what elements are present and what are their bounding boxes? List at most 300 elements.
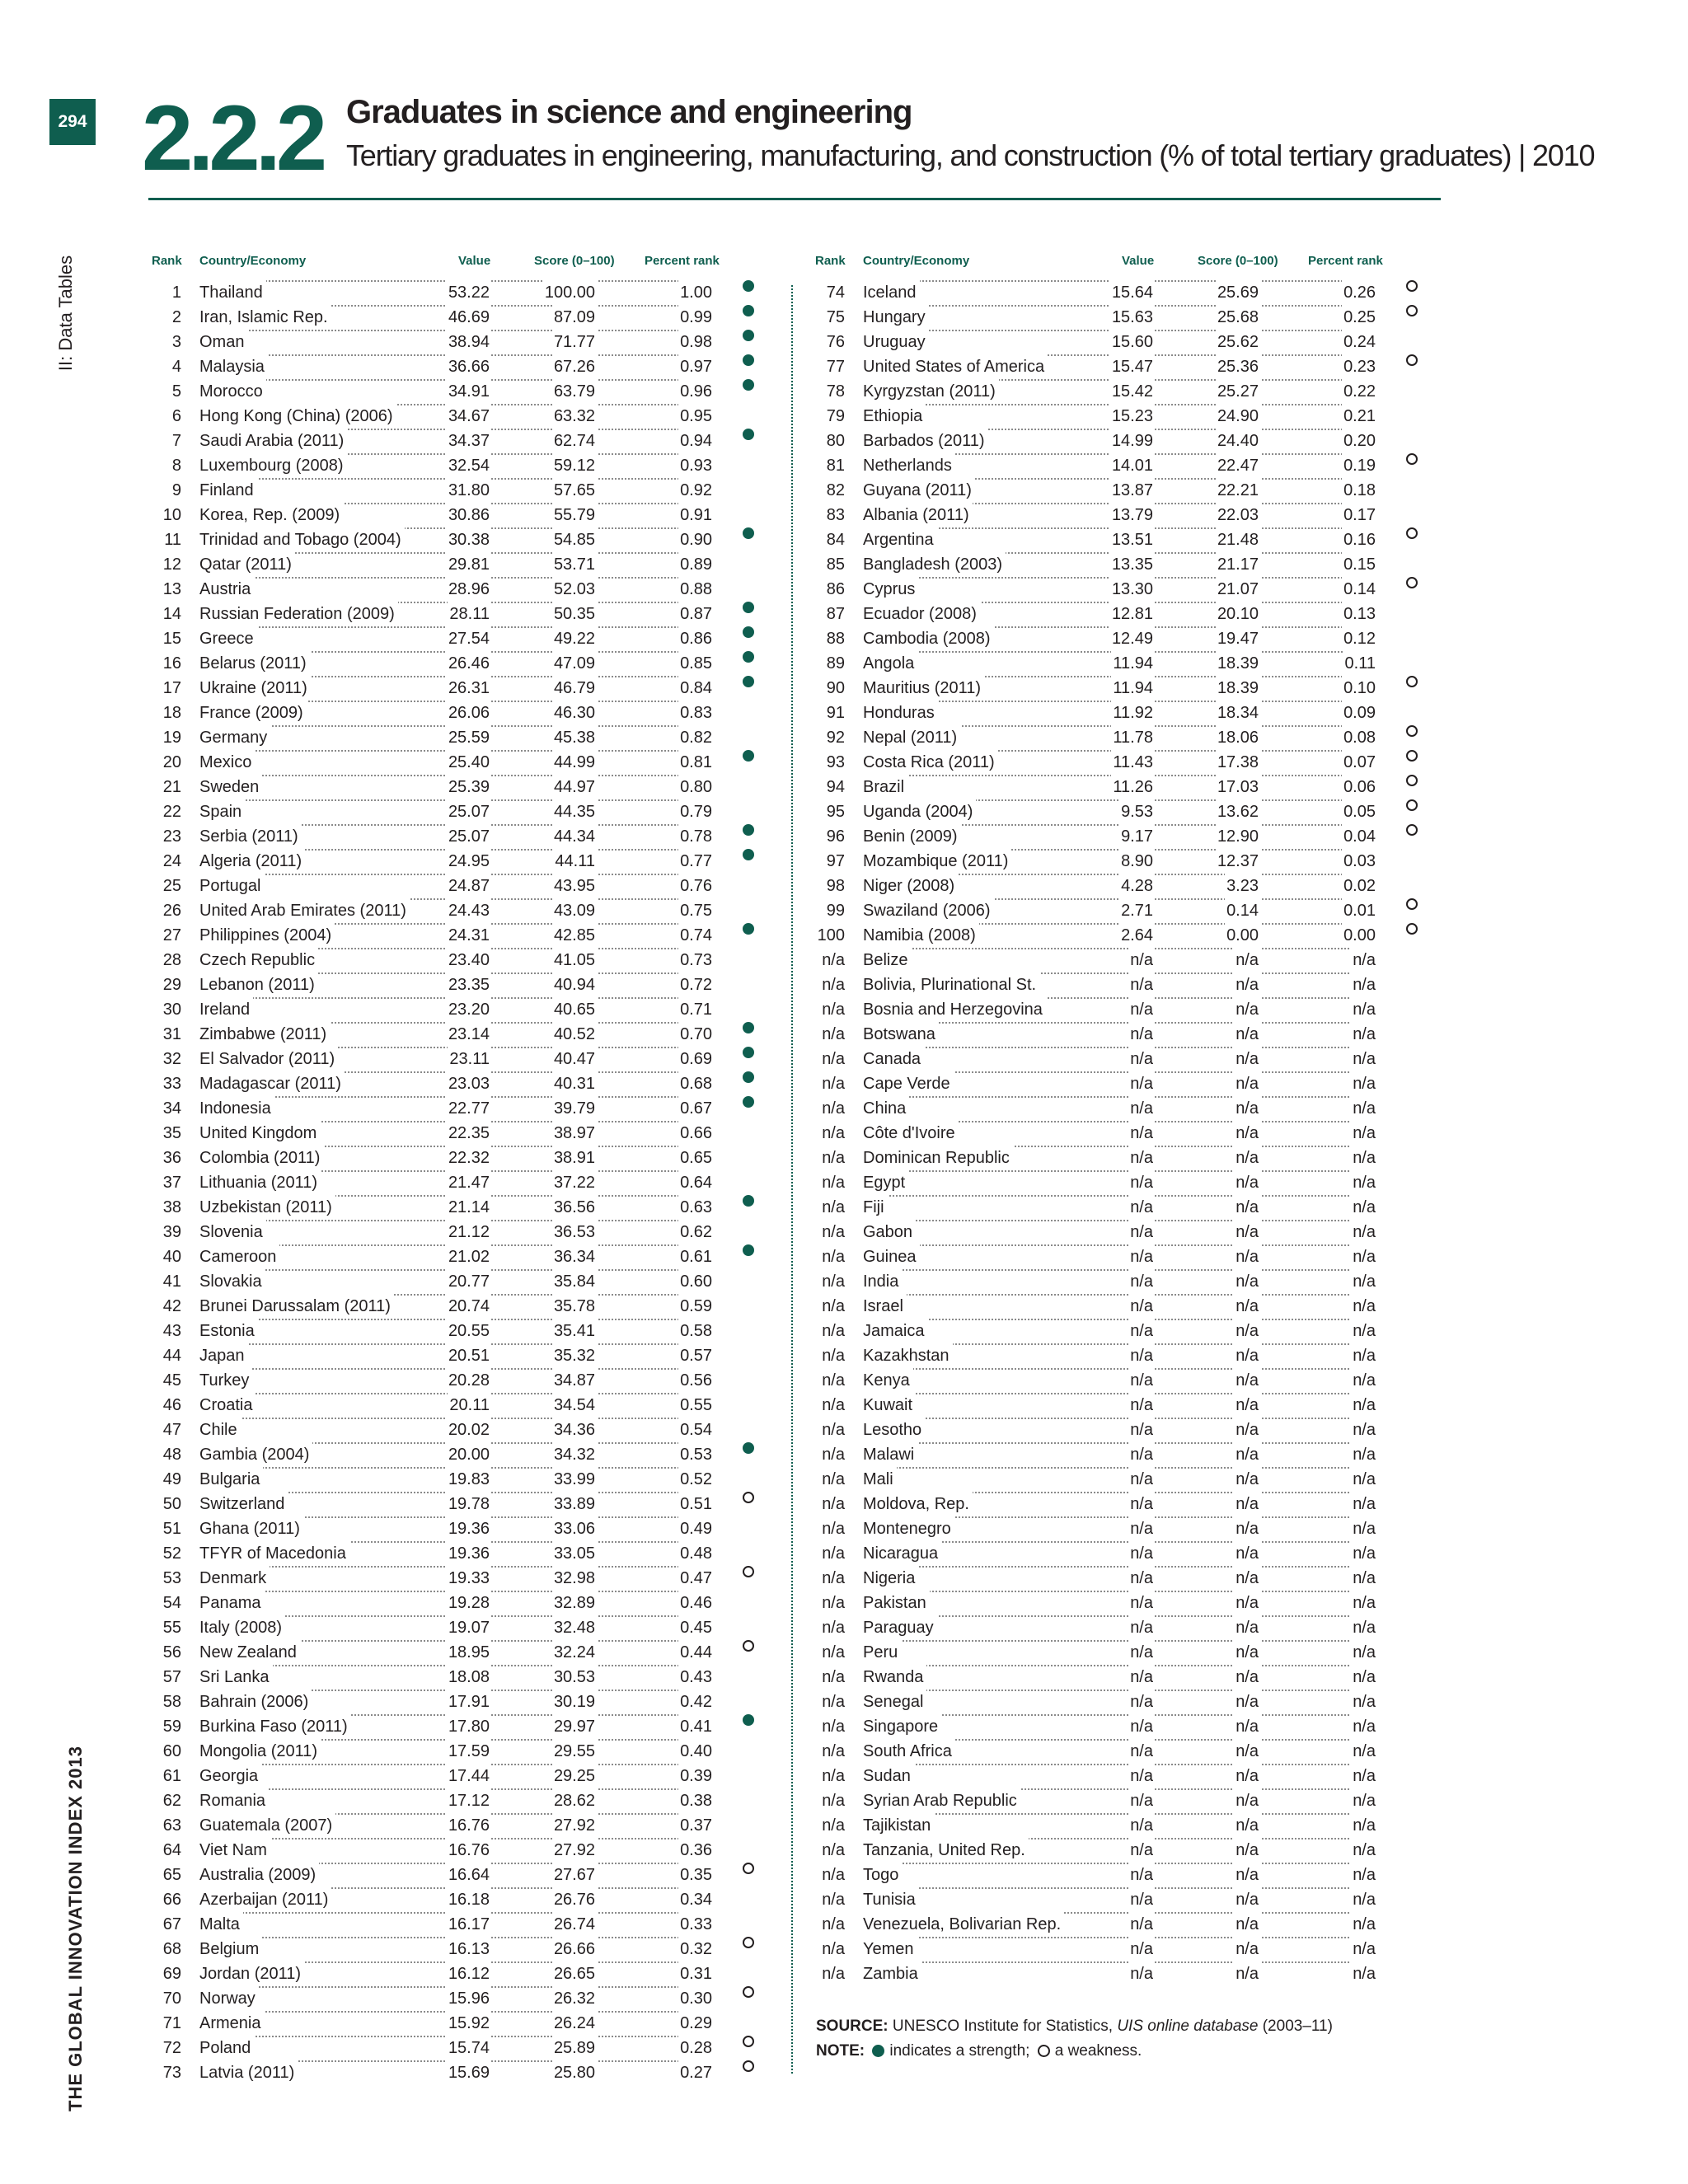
table-row [148,552,775,577]
country-cell: Nepal (2011) [861,725,960,750]
dot-leader [1249,1071,1356,1073]
score-cell: 100.00 [543,280,597,305]
rank-cell: n/a [822,1421,845,1439]
value-cell: 24.87 [447,874,491,898]
dot-leader [863,1195,1148,1197]
rank-cell: 61 [162,1767,181,1785]
rank-cell: 20 [162,753,181,771]
percent-rank-cell: 0.28 [678,2036,714,2060]
value-cell: 11.92 [1111,701,1155,725]
percent-rank-cell: 0.11 [1343,651,1377,676]
strength-dot-icon [743,280,754,292]
rank-cell: n/a [822,1841,845,1859]
table-row [148,2036,775,2060]
dot-leader [585,1294,692,1296]
value-cell: n/a [1128,1195,1155,1220]
score-cell: 20.10 [1216,602,1260,626]
country-cell: Sudan [861,1764,914,1788]
rank-cell: 90 [826,679,845,697]
percent-rank-cell: 0.99 [678,305,714,330]
dot-leader [585,1541,692,1543]
rank-cell: 63 [162,1816,181,1835]
percent-rank-cell: 0.92 [678,478,714,503]
table-row [812,1319,1438,1343]
value-cell: 19.28 [447,1591,491,1615]
score-cell: n/a [1234,1615,1260,1640]
country-cell: Korea, Rep. (2009) [198,503,343,527]
header-percent-rank: Percent rank [645,254,720,268]
value-cell: n/a [1128,1690,1155,1714]
table-row [812,1071,1438,1096]
score-cell: n/a [1234,1863,1260,1887]
rank-cell: 93 [826,753,845,771]
table-row [148,972,775,997]
percent-rank-cell: 0.60 [678,1269,714,1294]
rank-cell: 78 [826,382,845,401]
value-cell: n/a [1128,1887,1155,1912]
table-row [148,824,775,849]
value-cell: 30.86 [447,503,491,527]
score-cell: 40.31 [552,1071,597,1096]
rank-cell: n/a [822,1915,845,1933]
score-cell: 27.92 [552,1813,597,1838]
rank-cell: 17 [162,679,181,697]
rank-cell: 60 [162,1742,181,1760]
rank-cell: 18 [162,704,181,722]
dot-leader [1249,1640,1356,1642]
percent-rank-cell: 0.70 [678,1022,714,1047]
country-cell: Mali [861,1467,897,1492]
score-cell: 38.91 [552,1146,597,1170]
score-cell: 33.06 [552,1516,597,1541]
value-cell: n/a [1128,1343,1155,1368]
table-row [812,1788,1438,1813]
percent-rank-cell: 0.01 [1342,898,1377,923]
dot-leader [863,1640,1148,1642]
country-cell: Cameroon [198,1244,279,1269]
score-cell: 12.37 [1216,849,1260,874]
score-cell: 44.11 [553,849,597,874]
value-cell: 9.17 [1119,824,1155,849]
value-cell: 22.77 [447,1096,491,1121]
dot-leader [1249,503,1356,504]
table-row [812,1838,1438,1863]
dot-leader [1249,799,1356,801]
percent-rank-cell: n/a [1351,1937,1377,1961]
score-cell: 46.79 [552,676,597,701]
strength-dot-icon [743,1022,754,1033]
value-cell: 23.14 [447,1022,491,1047]
table-row [812,1467,1438,1492]
percent-rank-cell: 0.95 [678,404,714,429]
table-row [812,972,1438,997]
rank-cell: n/a [822,1643,845,1661]
source-note [816,2014,1333,2039]
dot-leader [1249,379,1356,381]
value-cell: 2.71 [1119,898,1155,923]
value-cell: 11.94 [1111,651,1155,676]
rank-cell: n/a [822,1396,845,1414]
score-cell: n/a [1234,1121,1260,1146]
table-row [148,577,775,602]
side-section-label: II: Data Tables [55,255,76,372]
table-row [812,1714,1438,1739]
score-cell: n/a [1234,1220,1260,1244]
value-cell: 25.39 [447,775,491,799]
country-cell: El Salvador (2011) [198,1047,338,1071]
rank-cell: n/a [822,976,845,994]
rank-cell: 58 [162,1693,181,1711]
score-cell: n/a [1234,997,1260,1022]
header-score: Score (0–100) [1198,254,1278,268]
country-cell: Qatar (2011) [198,552,295,577]
dot-leader [1249,453,1356,455]
country-cell: Australia (2009) [198,1863,319,1887]
dot-leader [585,330,692,331]
header-country: Country/Economy [863,254,970,268]
table-row [148,1294,775,1319]
score-cell: 32.24 [552,1640,597,1665]
score-cell: n/a [1234,1739,1260,1764]
percent-rank-cell: 0.73 [678,948,714,972]
dot-leader [585,2060,692,2062]
page-subtitle: Tertiary graduates in engineering, manufacturing, and construction (% of total tertiary graduates) | 2010 [346,138,1595,172]
country-cell: Niger (2008) [861,874,958,898]
strength-dot-icon [743,602,754,613]
header-rank: Rank [815,254,846,268]
percent-rank-cell: 0.45 [678,1615,714,1640]
strength-dot-icon [743,330,754,341]
value-cell: n/a [1128,1418,1155,1442]
rank-cell: 77 [826,358,845,376]
percent-rank-cell: 0.96 [678,379,714,404]
percent-rank-cell: 0.56 [678,1368,714,1393]
score-cell: 49.22 [552,626,597,651]
value-cell: 20.74 [447,1294,491,1319]
value-cell: 23.35 [447,972,491,997]
percent-rank-cell: n/a [1351,1418,1377,1442]
table-row [812,379,1438,404]
table-row [148,1467,775,1492]
value-cell: 26.31 [447,676,491,701]
dot-leader [1249,1368,1356,1370]
value-cell: 13.51 [1110,527,1155,552]
strength-dot-icon [743,305,754,316]
country-cell: Slovenia [198,1220,266,1244]
dot-leader [1249,1566,1356,1568]
country-cell: Uruguay [861,330,929,354]
rank-cell: n/a [822,1050,845,1068]
table-row [148,1764,775,1788]
score-cell: 24.90 [1216,404,1260,429]
country-cell: Mauritius (2011) [861,676,984,701]
percent-rank-cell: 0.62 [678,1220,714,1244]
score-cell: n/a [1234,1788,1260,1813]
dot-leader [1249,1244,1356,1246]
value-cell: 18.95 [447,1640,491,1665]
value-cell: 23.40 [447,948,491,972]
value-cell: 13.35 [1110,552,1155,577]
dot-leader [585,1566,692,1568]
table-row [148,602,775,626]
score-cell: 21.17 [1216,552,1260,577]
rank-cell: 40 [162,1248,181,1266]
dot-leader [585,1863,692,1864]
value-cell: 11.78 [1111,725,1155,750]
strength-dot-icon [743,824,754,836]
score-cell: 26.24 [552,2011,597,2036]
rank-cell: 64 [162,1841,181,1859]
value-cell: 19.83 [447,1467,491,1492]
rank-cell: 81 [826,457,845,475]
strength-dot-icon [743,651,754,663]
dot-leader [585,1714,692,1716]
rank-cell: 46 [162,1396,181,1414]
country-cell: Oman [198,330,247,354]
weakness-dot-icon [1406,305,1418,316]
rank-cell: 9 [171,481,181,499]
table-row [812,1566,1438,1591]
percent-rank-cell: 0.17 [1342,503,1377,527]
table-row [812,824,1438,849]
dot-leader [585,676,692,677]
value-cell: 34.37 [447,429,491,453]
rank-cell: 51 [162,1520,181,1538]
percent-rank-cell: 0.82 [678,725,714,750]
value-cell: 15.92 [447,2011,491,2036]
percent-rank-cell: 0.31 [678,1961,714,1986]
rank-cell: 87 [826,605,845,623]
weakness-dot-icon [1406,898,1418,910]
dot-leader [1249,1665,1356,1666]
score-cell: 42.85 [552,923,597,948]
score-cell: 63.79 [552,379,597,404]
table-row [148,651,775,676]
country-cell: Namibia (2008) [861,923,979,948]
country-cell: Malaysia [198,354,268,379]
country-cell: Mozambique (2011) [861,849,1011,874]
country-cell: Viet Nam [198,1838,270,1863]
value-cell: 11.94 [1111,676,1155,701]
percent-rank-cell: 0.46 [678,1591,714,1615]
percent-rank-cell: n/a [1351,1022,1377,1047]
dot-leader [1249,1813,1356,1815]
percent-rank-cell: 0.75 [678,898,714,923]
table-row [148,1788,775,1813]
rank-cell: n/a [822,1792,845,1810]
table-row [812,1418,1438,1442]
percent-rank-cell: n/a [1351,1615,1377,1640]
value-cell: 15.63 [1110,305,1155,330]
dot-leader [585,552,692,554]
source-text: UNESCO Institute for Statistics, [892,2018,1114,2035]
country-cell: Burkina Faso (2011) [198,1714,351,1739]
dot-leader [585,1739,692,1741]
rank-cell: 71 [162,2014,181,2032]
value-cell: 25.07 [447,824,491,849]
table-row [812,1690,1438,1714]
rank-cell: 3 [171,333,181,351]
dot-leader [863,1863,1148,1864]
percent-rank-cell: n/a [1351,1121,1377,1146]
country-cell: Netherlands [861,453,955,478]
country-cell: Fiji [861,1195,888,1220]
percent-rank-cell: 0.38 [678,1788,714,1813]
side-publication-label: THE GLOBAL INNOVATION INDEX 2013 [65,1746,86,2111]
value-cell: 22.32 [447,1146,491,1170]
dot-leader [585,1640,692,1642]
table-row [148,1714,775,1739]
weakness-dot-icon [1038,2045,1050,2057]
value-cell: 34.67 [447,404,491,429]
country-cell: Iran, Islamic Rep. [198,305,331,330]
rank-cell: n/a [822,1446,845,1464]
dot-leader [585,701,692,702]
dot-leader [1249,1516,1356,1518]
value-cell: 20.00 [447,1442,491,1467]
score-cell: n/a [1234,1368,1260,1393]
dot-leader [1249,1937,1356,1938]
rank-cell: 5 [171,382,181,401]
header-value: Value [1122,254,1155,268]
percent-rank-cell: 0.44 [678,1640,714,1665]
score-cell: 36.56 [552,1195,597,1220]
rank-cell: 1 [171,284,181,302]
rank-cell: 35 [162,1124,181,1142]
rank-cell: n/a [822,1297,845,1315]
rank-cell: 25 [162,877,181,895]
percent-rank-cell: n/a [1351,1640,1377,1665]
strength-dot-icon [743,849,754,860]
dot-leader [1249,923,1356,925]
score-cell: n/a [1234,1393,1260,1418]
value-cell: 19.36 [447,1516,491,1541]
country-cell: Latvia (2011) [198,2060,298,2085]
header-country: Country/Economy [199,254,307,268]
dot-leader [1249,1714,1356,1716]
table-row [148,1393,775,1418]
dot-leader [1249,404,1356,405]
percent-rank-cell: 0.68 [678,1071,714,1096]
table-row [812,750,1438,775]
rank-cell: 84 [826,531,845,549]
score-cell: 26.66 [552,1937,597,1961]
table-row [812,1269,1438,1294]
country-cell: Chile [198,1418,241,1442]
percent-rank-cell: n/a [1351,1739,1377,1764]
ranking-table-left [148,280,775,2085]
weakness-dot-icon [1406,527,1418,539]
rank-cell: 82 [826,481,845,499]
value-cell: n/a [1128,1813,1155,1838]
table-row [148,1591,775,1615]
table-row [148,1170,775,1195]
percent-rank-cell: 0.63 [678,1195,714,1220]
dot-leader [585,1764,692,1765]
rank-cell: 98 [826,877,845,895]
score-cell: n/a [1234,1912,1260,1937]
table-row [148,1986,775,2011]
percent-rank-cell: 0.23 [1342,354,1377,379]
percent-rank-cell: 0.05 [1342,799,1377,824]
rank-cell: 39 [162,1223,181,1241]
score-cell: 25.89 [552,2036,597,2060]
rank-cell: 34 [162,1099,181,1118]
weakness-dot-icon [743,2060,754,2072]
percent-rank-cell: n/a [1351,1714,1377,1739]
value-cell: 20.55 [447,1319,491,1343]
country-cell: TFYR of Macedonia [198,1541,349,1566]
rank-cell: 19 [162,729,181,747]
percent-rank-cell: 0.08 [1342,725,1377,750]
score-cell: 67.26 [552,354,597,379]
country-cell: Venezuela, Bolivarian Rep. [861,1912,1064,1937]
country-cell: Switzerland [198,1492,288,1516]
dot-leader [585,997,692,999]
weakness-dot-icon [743,2036,754,2047]
value-cell: n/a [1128,1912,1155,1937]
percent-rank-cell: n/a [1351,1244,1377,1269]
strength-dot-icon [743,354,754,366]
rank-cell: 15 [162,630,181,648]
country-cell: Hong Kong (China) (2006) [198,404,396,429]
table-row [812,898,1438,923]
weakness-dot-icon [1406,923,1418,935]
dot-leader [585,527,692,529]
section-number: 2.2.2 [142,87,323,190]
value-cell: 19.78 [447,1492,491,1516]
country-cell: Uzbekistan (2011) [198,1195,335,1220]
score-cell: 21.48 [1216,527,1260,552]
country-cell: India [861,1269,902,1294]
percent-rank-cell: 0.91 [678,503,714,527]
country-cell: Luxembourg (2008) [198,453,347,478]
score-cell: 34.32 [552,1442,597,1467]
header-rule [148,198,1441,200]
score-cell: n/a [1234,1146,1260,1170]
percent-rank-cell: 0.13 [1342,602,1377,626]
score-cell: 25.80 [552,2060,597,2085]
percent-rank-cell: n/a [1351,972,1377,997]
value-cell: 8.90 [1119,849,1155,874]
rank-cell: n/a [822,1594,845,1612]
percent-rank-cell: n/a [1351,1195,1377,1220]
table-row [148,330,775,354]
country-cell: Kenya [861,1368,913,1393]
value-cell: n/a [1128,1393,1155,1418]
dot-leader [1249,1096,1356,1098]
ranking-table-right [812,280,1438,1986]
dot-leader [585,1912,692,1914]
rank-cell: n/a [822,1149,845,1167]
score-cell: n/a [1234,972,1260,997]
percent-rank-cell: n/a [1351,948,1377,972]
country-cell: France (2009) [198,701,307,725]
rank-cell: 91 [826,704,845,722]
rank-cell: 74 [826,284,845,302]
table-row [148,1418,775,1442]
country-cell: Kyrgyzstan (2011) [861,379,999,404]
percent-rank-cell: 0.37 [678,1813,714,1838]
dot-leader [585,948,692,949]
value-cell: 12.49 [1110,626,1155,651]
value-cell: n/a [1128,1739,1155,1764]
strength-dot-icon [743,1244,754,1256]
rank-cell: 44 [162,1347,181,1365]
value-cell: 21.02 [447,1244,491,1269]
country-cell: Turkey [198,1368,252,1393]
rank-cell: 80 [826,432,845,450]
